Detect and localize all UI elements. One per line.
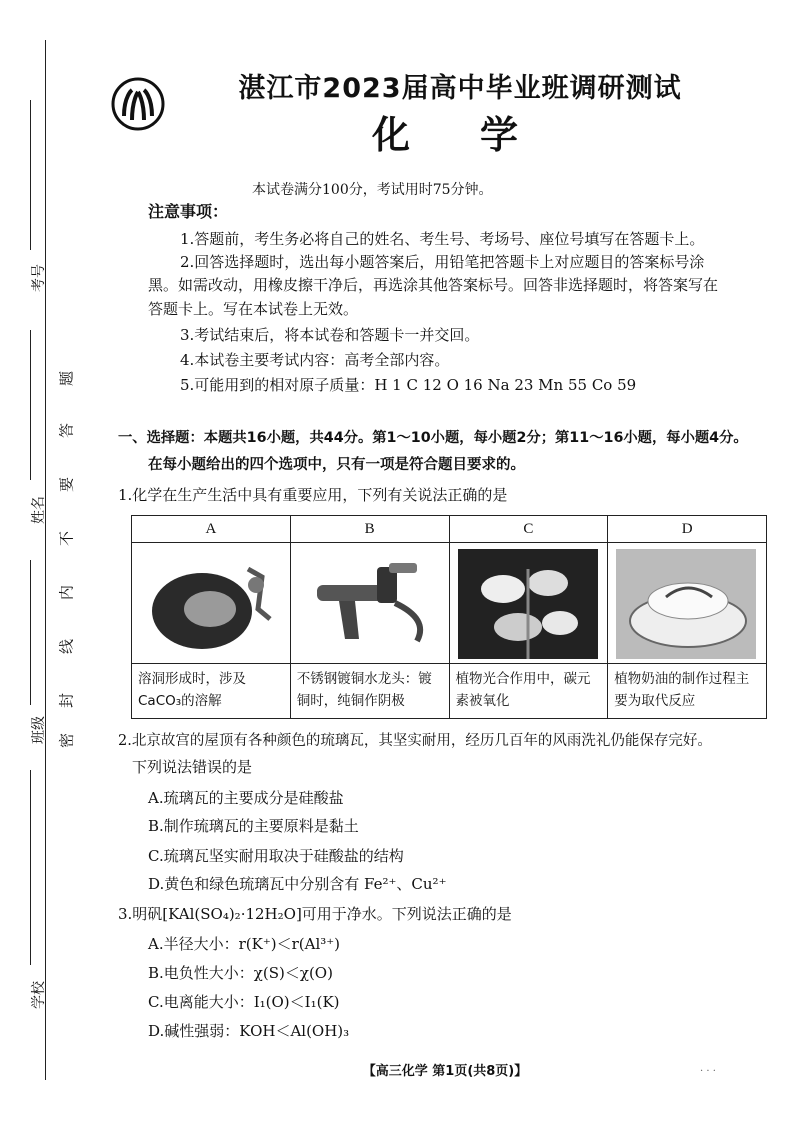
section1-line2: 在每小题给出的四个选项中，只有一项是符合题目要求的。 bbox=[148, 457, 525, 473]
notice-item-3: 3.考试结束后，将本试卷和答题卡一并交回。 bbox=[180, 326, 480, 344]
q1-caption-b: 不锈钢镀铜水龙头：镀铜时，纯铜作阴极 bbox=[290, 664, 449, 719]
exam-subject: 化学 bbox=[371, 113, 588, 157]
seal-char-6: 线 bbox=[57, 639, 76, 655]
name-label: 姓名 bbox=[31, 496, 47, 524]
q3-option-a: A.半径大小：r(K⁺)＜r(Al³⁺) bbox=[148, 935, 341, 953]
q1-col-d-header: D bbox=[608, 516, 767, 543]
q1-caption-a: 溶洞形成时，涉及CaCO₃的溶解 bbox=[132, 664, 291, 719]
notice-heading: 注意事项： bbox=[148, 202, 229, 221]
q3-option-c: C.电离能大小：I₁(O)＜I₁(K) bbox=[148, 993, 340, 1011]
class-fill-line bbox=[30, 560, 31, 705]
school-fill-line bbox=[30, 770, 31, 965]
page-footer: 【高三化学 第1页(共8页)】 bbox=[362, 1064, 528, 1079]
q1-col-b-header: B bbox=[290, 516, 449, 543]
exam-number-label: 考号 bbox=[31, 264, 47, 292]
q1-image-c bbox=[449, 543, 608, 664]
exam-info: 本试卷满分100分，考试用时75分钟。 bbox=[252, 182, 493, 198]
q1-image-a bbox=[132, 543, 291, 664]
scan-specks: · · · bbox=[700, 1066, 716, 1077]
seal-char-8: 密 bbox=[57, 733, 76, 749]
exam-title: 湛江市2023届高中毕业班调研测试 bbox=[238, 73, 682, 104]
seal-char-4: 不 bbox=[57, 531, 76, 547]
exam-number-fill-line bbox=[30, 100, 31, 250]
cave-photo-icon bbox=[140, 549, 280, 659]
q2-stem-line1: 2.北京故宫的屋顶有各种颜色的琉璃瓦，其坚实耐用，经历几百年的风雨洗礼仍能保存完好。 bbox=[118, 733, 712, 749]
seal-char-1: 题 bbox=[57, 371, 76, 387]
seal-char-3: 要 bbox=[57, 477, 76, 493]
notice-item-2: 2.回答选择题时，选出每小题答案后，用铅笔把答题卡上对应题目的答案标号涂 bbox=[180, 253, 705, 271]
name-fill-line bbox=[30, 330, 31, 480]
q1-stem: 1.化学在生产生活中具有重要应用，下列有关说法正确的是 bbox=[118, 486, 508, 504]
q3-stem: 3.明矾[KAl(SO₄)₂·12H₂O]可用于净水。下列说法正确的是 bbox=[118, 905, 512, 923]
notice-item-1: 1.答题前，考生务必将自己的姓名、考生号、考场号、座位号填写在答题卡上。 bbox=[180, 230, 705, 248]
binding-margin-line bbox=[45, 40, 46, 1080]
q1-col-a-header: A bbox=[132, 516, 291, 543]
exam-logo-icon bbox=[110, 76, 166, 132]
q1-options-table bbox=[131, 515, 767, 719]
q2-stem-line2: 下列说法错误的是 bbox=[132, 758, 253, 776]
notice-item-2-end: 答题卡上。写在本试卷上无效。 bbox=[148, 300, 359, 318]
notice-item-4: 4.本试卷主要考试内容：高考全部内容。 bbox=[180, 351, 450, 369]
class-label: 班级 bbox=[31, 716, 47, 744]
seal-char-5: 内 bbox=[57, 585, 76, 601]
section1-line1: 一、选择题：本题共16小题，共44分。第1～10小题，每小题2分；第11～16小题，每小题4分。 bbox=[118, 430, 748, 446]
q3-option-b: B.电负性大小：χ(S)＜χ(O) bbox=[148, 964, 333, 982]
notice-item-2-cont: 黑。如需改动，用橡皮擦干净后，再选涂其他答案标号。回答非选择题时，将答案写在 bbox=[148, 276, 719, 294]
q1-image-b bbox=[290, 543, 449, 664]
seal-char-7: 封 bbox=[57, 693, 76, 709]
q2-option-c: C.琉璃瓦坚实耐用取决于硅酸盐的结构 bbox=[148, 847, 404, 865]
q2-option-d: D.黄色和绿色琉璃瓦中分别含有 Fe²⁺、Cu²⁺ bbox=[148, 875, 447, 893]
q1-col-c-header: C bbox=[449, 516, 608, 543]
plant-leaves-photo-icon bbox=[458, 549, 598, 659]
cake-photo-icon bbox=[616, 549, 756, 659]
q2-option-a: A.琉璃瓦的主要成分是硅酸盐 bbox=[148, 789, 344, 807]
q1-caption-d: 植物奶油的制作过程主要为取代反应 bbox=[608, 664, 767, 719]
school-label: 学校 bbox=[31, 981, 47, 1009]
q3-option-d: D.碱性强弱：KOH＜Al(OH)₃ bbox=[148, 1022, 350, 1040]
q2-option-b: B.制作琉璃瓦的主要原料是黏土 bbox=[148, 817, 359, 835]
faucet-photo-icon bbox=[299, 549, 439, 659]
notice-item-5: 5.可能用到的相对原子质量：H 1 C 12 O 16 Na 23 Mn 55 Co 59 bbox=[180, 376, 637, 394]
seal-char-2: 答 bbox=[57, 423, 76, 439]
q1-caption-c: 植物光合作用中，碳元素被氧化 bbox=[449, 664, 608, 719]
q1-image-d bbox=[608, 543, 767, 664]
